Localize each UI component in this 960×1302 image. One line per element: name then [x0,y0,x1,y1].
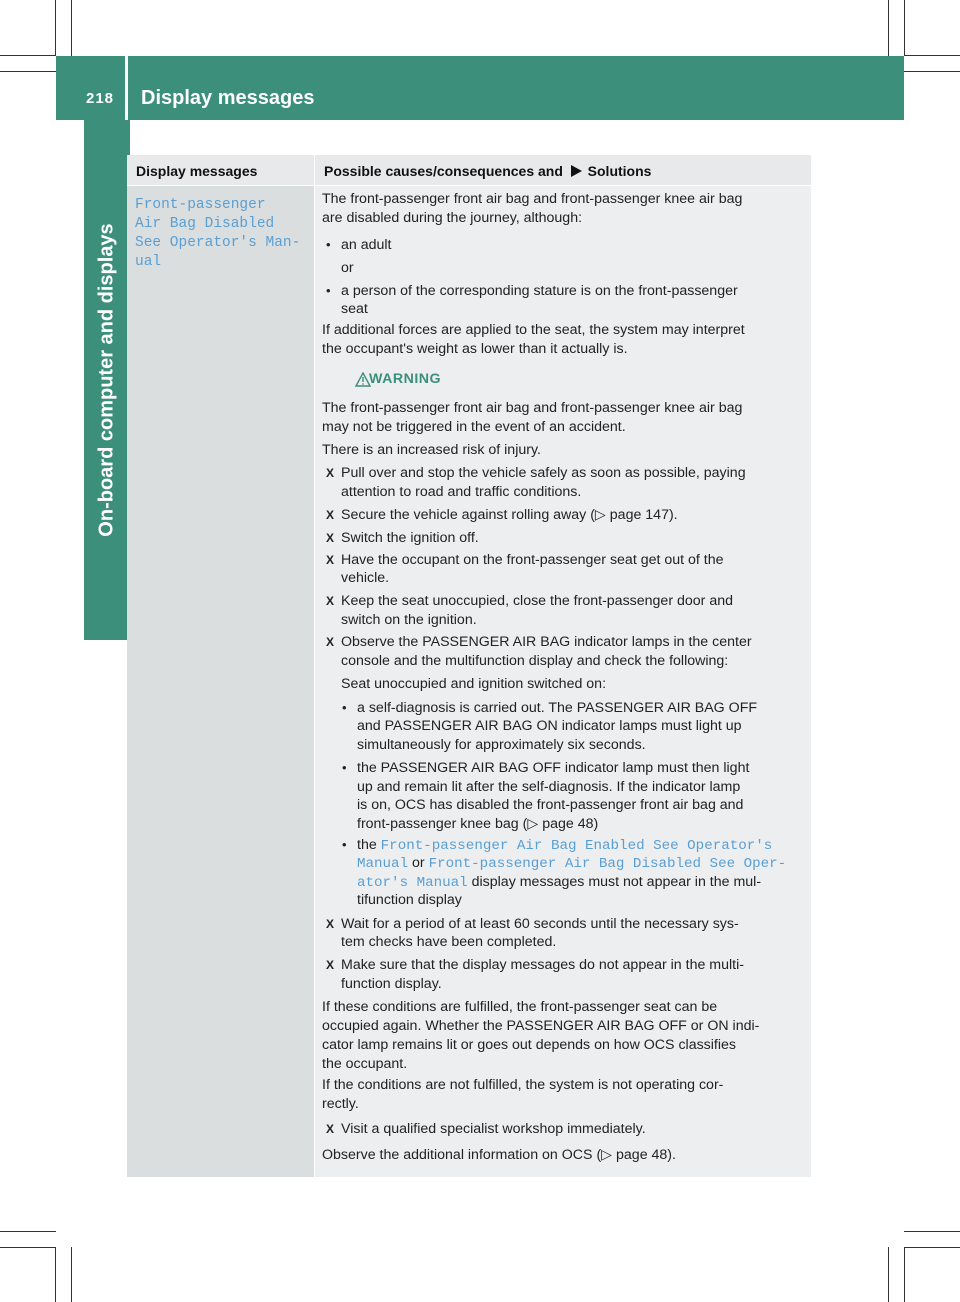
text-segment: tifunction display [357,892,462,908]
text-segment: cator lamp remains lit or goes out depends on how OCS classifies [322,1037,737,1053]
crop-mark [888,0,889,56]
crop-mark [71,0,72,56]
text-segment: display messages must not appear in the mul- [467,874,762,890]
text-segment: The front-passenger front air bag and front-passenger knee air bag [322,191,743,207]
col-header-causes-solutions [315,155,811,185]
bullet-marker: • [326,237,331,252]
text-line [322,1077,723,1093]
text-segment: is on, OCS has disabled the front-passenger front air bag and [357,797,744,813]
col-header-causes-label: Possible causes/consequences and [324,163,563,179]
text-line [341,260,354,276]
text-line [357,855,786,872]
text-segment: the occupant's weight as lower than it actually is. [322,341,628,357]
text-line [341,301,368,317]
crop-mark [0,71,56,72]
text-line [341,593,733,609]
instruction-marker: X [326,635,335,649]
text-segment: If these conditions are fulfilled, the front-passenger seat can be [322,999,718,1015]
text-line [357,718,742,734]
text-line [341,612,477,628]
text-segment: an adult [341,237,392,253]
text-line [357,874,761,891]
warning-heading: WARNING [369,371,442,387]
text-segment: seat [341,301,368,317]
text-segment: a self-diagnosis is carried out. The PASSENGER AIR BAG OFF [357,700,758,716]
text-segment: function display. [341,976,442,992]
text-line [341,653,728,669]
crop-mark [55,1247,56,1302]
bullet-marker: • [326,283,331,298]
crop-mark [0,1247,56,1248]
text-segment: and PASSENGER AIR BAG ON indicator lamps must light up [357,718,742,734]
crop-mark [904,55,960,56]
crop-mark [904,1247,960,1248]
text-line [357,700,757,716]
text-segment: or [408,855,429,871]
col-header-solutions-label: Solutions [587,163,652,179]
text-line [322,400,742,416]
text-line [357,837,772,854]
text-line [341,957,744,973]
crop-mark [904,71,960,72]
text-line [341,530,479,546]
text-line [341,465,746,481]
text-segment: a person of the corresponding stature is on the front-passenger [341,283,738,299]
text-segment: front-passenger knee bag (▷ page 48) [357,816,599,832]
display-message-ref: Front-passenger Air Bag Disabled See Oper‐ [428,856,787,872]
text-segment: Switch the ignition off. [341,530,479,546]
text-segment: occupied again. Whether the PASSENGER AIR BAG OFF or ON indi- [322,1018,760,1034]
display-message-ref: Front-passenger Air Bag Enabled See Operator's [380,838,773,854]
text-line [322,442,541,458]
text-segment: Visit a qualified specialist workshop immediately. [341,1121,646,1137]
text-segment: Secure the vehicle against rolling away (▷ page 147). [341,507,678,523]
text-segment: The front-passenger front air bag and front-passenger knee air bag [322,400,743,416]
message-cell [127,185,314,1177]
text-line [357,737,646,753]
text-line [357,779,740,795]
text-segment: Have the occupant on the front-passenger seat get out of the [341,552,724,568]
text-line [322,341,628,357]
text-line [322,419,626,435]
display-message [135,196,310,272]
text-line [341,484,581,500]
text-line [357,797,743,813]
text-segment: rectly. [322,1096,359,1112]
text-segment: Seat unoccupied and ignition switched on: [341,676,607,692]
crop-mark [0,55,56,56]
instruction-marker: X [326,466,335,480]
display-message-line: ual [135,254,162,270]
text-line [341,552,724,568]
text-line [341,934,556,950]
col-header-display-messages: Display messages [127,155,314,185]
text-segment: tem checks have been completed. [341,934,557,950]
instruction-marker: X [326,553,335,567]
display-message-ref: Manual [357,856,409,872]
text-line [341,634,752,650]
crop-mark [888,1247,889,1302]
text-line [322,999,717,1015]
text-segment: Observe the PASSENGER AIR BAG indicator lamps in the center [341,634,752,650]
side-tab-label: On-board computer and displays [95,223,118,537]
text-segment: console and the multifunction display and check the following: [341,653,729,669]
text-segment: Make sure that the display messages do not appear in the multi- [341,957,744,973]
text-line [322,1037,736,1053]
text-segment: or [341,260,354,276]
text-line [341,283,738,299]
page-number: 218 [86,90,115,107]
text-line [322,1096,359,1112]
text-line [322,1147,676,1163]
text-segment: vehicle. [341,570,390,586]
instruction-marker: X [326,958,335,972]
text-segment: Keep the seat unoccupied, close the front-passenger door and [341,593,733,609]
text-segment: If additional forces are applied to the seat, the system may interpret [322,322,745,338]
crop-mark [0,1231,56,1232]
crop-mark [55,0,56,56]
bullet-marker: • [342,700,347,715]
text-line [341,1121,646,1137]
text-segment: attention to road and traffic conditions. [341,484,582,500]
page-title: Display messages [141,87,315,109]
text-segment: Pull over and stop the vehicle safely as soon as possible, paying [341,465,746,481]
display-message-line: Front-passenger [135,197,266,213]
text-segment: the [357,837,381,853]
instruction-marker: X [326,1122,335,1136]
text-line [322,191,742,207]
bullet-marker: • [342,837,347,852]
text-segment: the occupant. [322,1056,408,1072]
text-segment: Wait for a period of at least 60 seconds until the necessary sys- [341,916,739,932]
bullet-marker: • [342,760,347,775]
text-line [341,976,442,992]
text-segment: up and remain lit after the self-diagnosis. If the indicator lamp [357,779,741,795]
text-line [357,760,749,776]
text-line [341,570,389,586]
text-line [357,892,462,908]
text-line [341,237,392,253]
text-segment: simultaneously for approximately six seconds. [357,737,646,753]
text-segment: Observe the additional information on OCS (▷ page 48). [322,1147,676,1163]
text-segment: switch on the ignition. [341,612,477,628]
crop-mark [71,1247,72,1302]
crop-mark [904,1247,905,1302]
text-segment: the PASSENGER AIR BAG OFF indicator lamp must then light [357,760,750,776]
instruction-marker: X [326,508,335,522]
text-segment: If the conditions are not fulfilled, the system is not operating cor- [322,1077,724,1093]
play-arrow-icon [571,165,582,177]
instruction-marker: X [326,531,335,545]
display-message-ref: ator's Manual [357,875,468,891]
crop-mark [904,0,905,56]
display-message-line: See Operator's Man‐ [135,235,301,251]
crop-mark [904,1231,960,1232]
text-line [357,816,598,832]
instruction-marker: X [326,917,335,931]
text-line [341,916,739,932]
text-line [341,676,606,692]
text-segment: are disabled during the journey, although: [322,210,583,226]
instruction-marker: X [326,594,335,608]
text-line [341,507,678,523]
text-line [322,1018,759,1034]
header-divider [125,56,128,120]
text-segment: may not be triggered in the event of an accident. [322,419,626,435]
text-line [322,210,582,226]
text-segment: There is an increased risk of injury. [322,442,541,458]
text-line [322,322,745,338]
text-line [322,1056,407,1072]
display-message-line: Air Bag Disabled [135,216,275,232]
